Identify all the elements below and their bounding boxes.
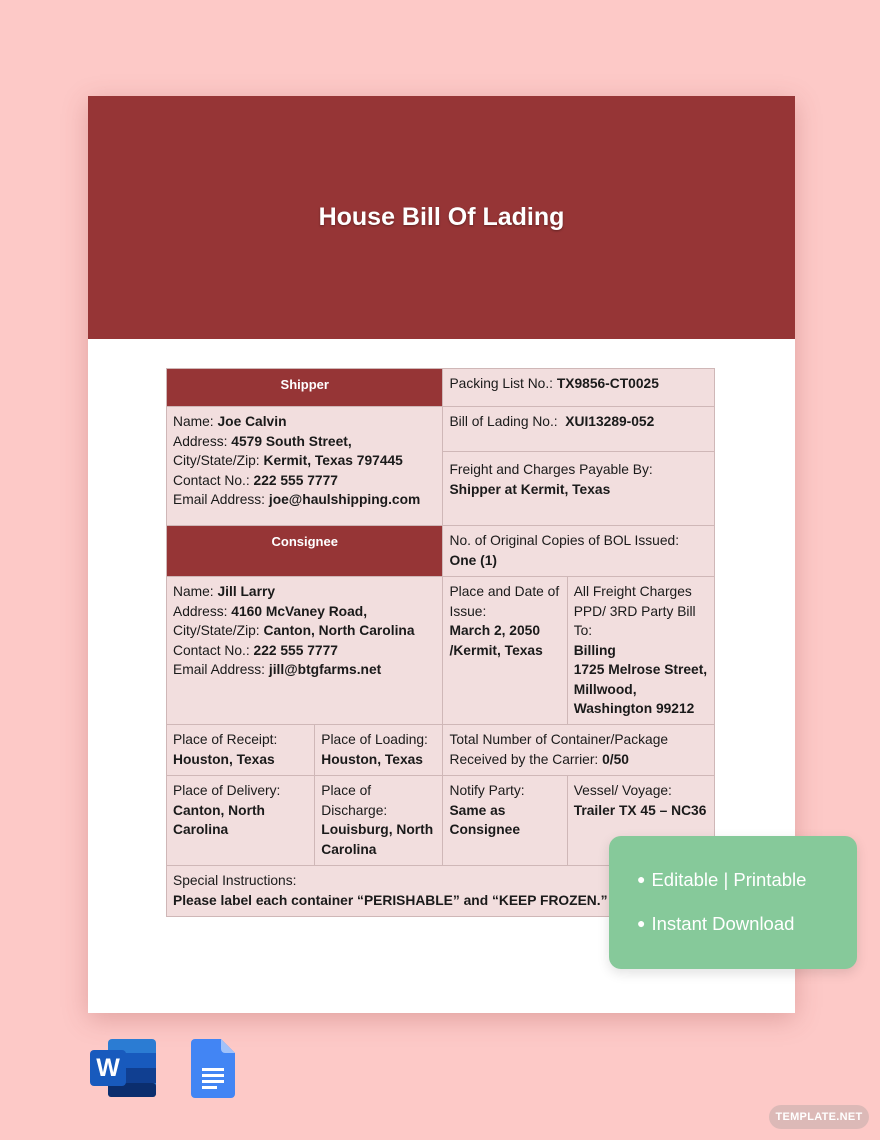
bol-number: XUI13289-052 [565, 414, 655, 429]
place-receipt-cell: Place of Receipt: Houston, Texas [167, 725, 315, 776]
shipper-header: Shipper [167, 369, 443, 407]
consignee-name: Jill Larry [217, 584, 276, 599]
consignee-contact: 222 555 7777 [253, 642, 338, 658]
notify-party-cell: Notify Party: Same as Consignee [443, 776, 567, 866]
feature-editable: ● Editable | Printable [637, 869, 807, 890]
feature-instant-download: ● Instant Download [637, 913, 795, 934]
issue-place: /Kermit, Texas [449, 642, 543, 658]
bill-to-street: 1725 Melrose Street, [573, 662, 708, 677]
packing-list-cell: Packing List No.: TX9856-CT0025 [443, 369, 715, 407]
word-icon[interactable] [90, 1039, 156, 1097]
bullet-icon: ● [637, 871, 646, 887]
bill-to-city: Millwood, [573, 681, 637, 697]
place-receipt-value: Houston, Texas [173, 751, 275, 767]
original-copies-cell: No. of Original Copies of BOL Issued: One (1) [443, 526, 715, 577]
shipper-email: joe@haulshipping.com [268, 492, 421, 507]
special-instructions-cell: Special Instructions: Please label each container “PERISHABLE” and “KEEP FROZEN.” [167, 866, 715, 917]
consignee-header: Consignee [167, 526, 443, 577]
issue-date: March 2, 2050 [449, 623, 540, 638]
place-loading-value: Houston, Texas [321, 751, 423, 767]
special-instructions-value: Please label each container “PERISHABLE” and “KEEP FROZEN.” [173, 892, 608, 908]
shipper-city: Kermit, Texas 797445 [263, 453, 403, 468]
freight-charges-cell: All Freight Charges PPD/ 3RD Party Bill To: Billing 1725 Melrose Street, Millwood, Washington 99212 [567, 577, 714, 725]
place-discharge-value: Louisburg, North Carolina [321, 822, 434, 857]
features-badge [609, 836, 857, 969]
document-title: House Bill Of Lading [318, 203, 565, 231]
svg-text:W: W [96, 1054, 120, 1082]
place-discharge-cell: Place of Discharge: Louisburg, North Carolina [315, 776, 443, 866]
template-net-logo[interactable]: TEMPLATE.NET [769, 1105, 869, 1129]
notify-party-value: Same as Consignee [449, 802, 521, 837]
shipper-contact: 222 555 7777 [253, 472, 338, 488]
consignee-city: Canton, North Carolina [263, 623, 415, 638]
place-date-issue-cell: Place and Date of Issue: March 2, 2050 /Kermit, Texas [443, 577, 567, 725]
shipper-name: Joe Calvin [217, 414, 287, 429]
bill-of-lading-table [166, 368, 715, 917]
place-delivery-cell: Place of Delivery: Canton, North Carolina [167, 776, 315, 866]
total-containers-cell: Total Number of Container/Package Received by the Carrier: 0/50 [443, 725, 715, 776]
total-containers-value: 0/50 [602, 751, 629, 767]
google-docs-icon[interactable] [191, 1039, 235, 1098]
freight-payable-cell: Freight and Charges Payable By: Shipper at Kermit, Texas [443, 452, 715, 526]
title-banner [88, 96, 795, 339]
vessel-voyage-cell: Vessel/ Voyage: Trailer TX 45 – NC36 [567, 776, 714, 866]
packing-list-number: TX9856-CT0025 [556, 376, 659, 391]
shipper-details: Name: Joe Calvin Address: 4579 South Street, City/State/Zip: Kermit, Texas 797445 Contact No.: 222 555 7777 Email Address: joe@haulshipping.com [167, 407, 443, 526]
bill-to-state: Washington 99212 [573, 701, 695, 716]
bol-number-cell: Bill of Lading No.: XUI13289-052 [443, 407, 715, 452]
consignee-email: jill@btgfarms.net [268, 662, 382, 677]
original-copies-value: One (1) [449, 552, 498, 568]
shipper-address: 4579 South Street, [231, 433, 352, 449]
bullet-icon: ● [637, 915, 646, 931]
place-loading-cell: Place of Loading: Houston, Texas [315, 725, 443, 776]
vessel-voyage-value: Trailer TX 45 – NC36 [573, 802, 707, 818]
freight-payable-by: Shipper at Kermit, Texas [449, 481, 611, 497]
place-delivery-value: Canton, North Carolina [173, 802, 265, 837]
consignee-address: 4160 McVaney Road, [231, 603, 368, 619]
consignee-details: Name: Jill Larry Address: 4160 McVaney Road, City/State/Zip: Canton, North Carolina Contact No.: 222 555 7777 Email Address: jill@btgfarms.net [167, 577, 443, 725]
bill-to-name: Billing [573, 642, 616, 658]
